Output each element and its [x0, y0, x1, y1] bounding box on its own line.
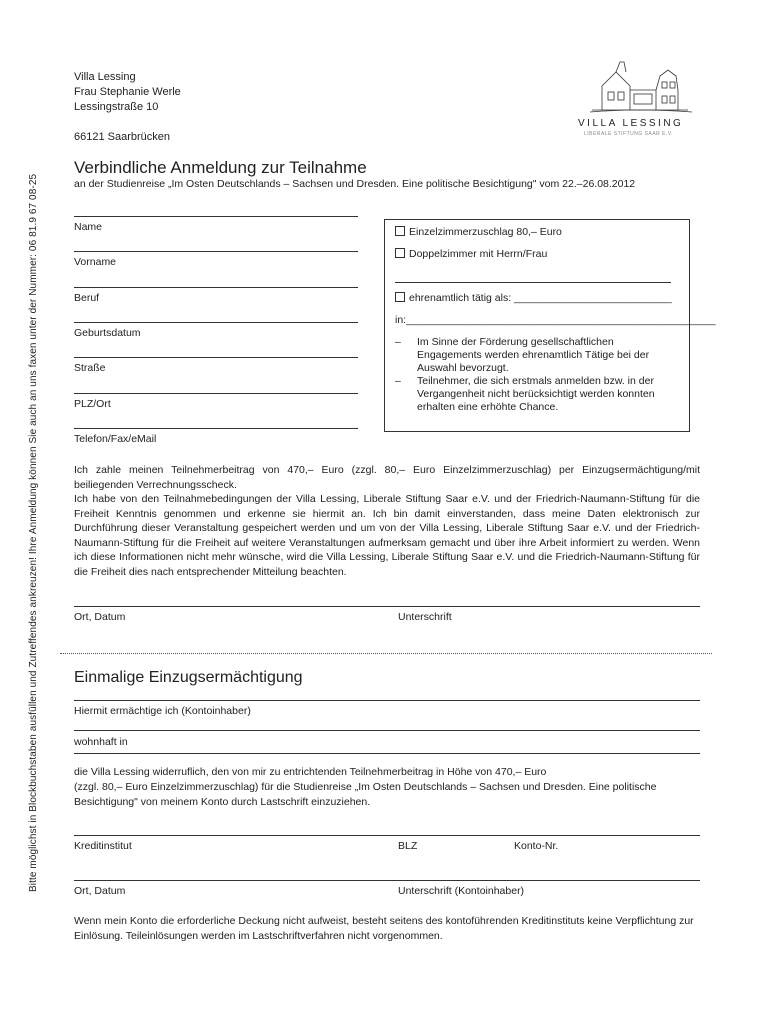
- villa-house-icon: [560, 60, 730, 116]
- contact-label: Telefon/Fax/eMail: [74, 433, 157, 445]
- signature-label: Unterschrift: [398, 611, 452, 623]
- mandate-signature-label: Unterschrift (Kontoinhaber): [398, 885, 525, 897]
- selection-notes: [395, 336, 681, 414]
- resident-line[interactable]: [74, 753, 700, 754]
- resident-label: wohnhaft in: [74, 736, 128, 748]
- account-number-label: Konto-Nr.: [514, 840, 559, 852]
- place-date-label: Ort, Datum: [74, 611, 126, 623]
- firstname-label: Vorname: [74, 256, 117, 268]
- mandate-footer-text: Wenn mein Konto die erforderliche Deckung nicht aufweist, besteht seitens des kontoführenden Kreditinstituts keine Verpflichtung zur Einlösung. Teileinlösungen werden im Lastschriftverfahren nicht vorgenommen.: [74, 915, 694, 942]
- address-line-3: Lessingstraße 10: [74, 101, 159, 113]
- double-room-option[interactable]: [395, 248, 547, 260]
- single-room-option[interactable]: [395, 226, 562, 238]
- volunteer-organisation[interactable]: in:_____________________________________________________: [395, 314, 716, 326]
- single-room-checkbox[interactable]: [395, 226, 405, 236]
- villa-lessing-logo: [560, 60, 730, 145]
- volunteer-checkbox[interactable]: [395, 292, 405, 302]
- logo-name: VILLA LESSING: [578, 118, 684, 129]
- zip-city-line[interactable]: [74, 393, 358, 394]
- consent-statement: Ich habe von den Teilnahmebedingungen der Villa Lessing, Liberale Stiftung Saar e.V. und der Friedrich-Naumann-Stiftung für die Freiheit Kenntnis genommen und erkenne sie hiermit an. Ich bin damit einverstanden, dass meine Daten elektronisch zur Durchführung dieser Veranstaltung gespeichert werden und um von der Villa Lessing, Liberale Stiftung Saar e.V. und der Friedrich-Naumann-Stiftung für die Freiheit auf weitere Veranstaltungen aufmerksam gemacht und über ihre Arbeit informiert zu werden. Wenn ich diese Informationen nicht mehr wünsche, wird die Villa Lessing, Liberale Stiftung Saar e.V. und die Friedrich-Naumann-Stiftung für die Freiheit dies nach entsprechender Mitteilung beachten.: [74, 493, 700, 578]
- address-line-2: Frau Stephanie Werle: [74, 86, 181, 98]
- mandate-text: [74, 765, 700, 810]
- profession-line[interactable]: [74, 287, 358, 288]
- mandate-top-line: [74, 700, 700, 701]
- birthdate-label: Geburtsdatum: [74, 327, 141, 339]
- address-line-1: Villa Lessing: [74, 71, 136, 83]
- sidebar-fax-note: Bitte möglichst in Blockbuchstaben ausfüllen und Zutreffendes ankreuzen! Ihre Anmeldung können Sie auch an uns faxen unter der Nummer: 06 81.9 67 08-25: [28, 173, 39, 892]
- volunteer-option[interactable]: [395, 292, 672, 304]
- double-room-checkbox[interactable]: [395, 248, 405, 258]
- mandate-title: Einmalige Einzugsermächtigung: [74, 669, 303, 686]
- blz-label: BLZ: [398, 840, 418, 852]
- payment-statement: Ich zahle meinen Teilnehmerbeitrag von 470,– Euro (zzgl. 80,– Euro Einzelzimmerzuschlag) per Einzugsermächtigung/mit beiliegenden Verrechnungsscheck.: [74, 464, 700, 491]
- name-label: Name: [74, 221, 103, 233]
- zip-city-label: PLZ/Ort: [74, 398, 111, 410]
- cut-line: [60, 653, 712, 654]
- single-room-label: Einzelzimmerzuschlag 80,– Euro: [409, 226, 562, 238]
- double-room-label: Doppelzimmer mit Herrn/Frau: [409, 248, 548, 260]
- bank-line[interactable]: [74, 835, 700, 836]
- account-holder-line[interactable]: [74, 730, 700, 731]
- note-item: – Teilnehmer, die sich erstmals anmelden bzw. in der Vergangenheit nicht berücksichtigt werden konnten erhalten eine erhöhte Chance.: [395, 375, 655, 413]
- note-item: – Im Sinne der Förderung gesellschaftlichen Engagements werden ehrenamtlich Tätige bei der Auswahl bevorzugt.: [395, 336, 650, 374]
- form-title: Verbindliche Anmeldung zur Teilnahme: [74, 158, 367, 177]
- double-room-partner-line[interactable]: [395, 282, 671, 283]
- recipient-address: [74, 70, 181, 145]
- form-subtitle: an der Studienreise „Im Osten Deutschlands – Sachsen und Dresden. Eine politische Besichtigung" vom 22.–26.08.2012: [74, 178, 636, 190]
- firstname-line[interactable]: [74, 251, 358, 252]
- street-line[interactable]: [74, 357, 358, 358]
- mandate-footer: [74, 914, 700, 944]
- street-label: Straße: [74, 362, 106, 374]
- birthdate-line[interactable]: [74, 322, 358, 323]
- account-holder-label: Hiermit ermächtige ich (Kontoinhaber): [74, 705, 251, 717]
- bank-label: Kreditinstitut: [74, 840, 132, 852]
- mandate-signature-line[interactable]: [74, 880, 700, 881]
- name-line[interactable]: [74, 216, 358, 217]
- mandate-place-date-label: Ort, Datum: [74, 885, 126, 897]
- terms-text: [74, 463, 700, 579]
- profession-label: Beruf: [74, 292, 100, 304]
- logo-tagline: LIBERALE STIFTUNG SAAR E.V.: [584, 131, 674, 137]
- signature-line[interactable]: [74, 606, 700, 607]
- mandate-text-2: (zzgl. 80,– Euro Einzelzimmerzuschlag) für die Studienreise „Im Osten Deutschlands – Sachsen und Dresden. Eine politische Besichtigung" von meinem Konto durch Lastschrift einzuziehen.: [74, 781, 657, 808]
- address-line-4: 66121 Saarbrücken: [74, 131, 171, 143]
- volunteer-label: ehrenamtlich tätig als: ___________________________: [409, 292, 672, 304]
- mandate-text-1: die Villa Lessing widerruflich, den von mir zu entrichtenden Teilnehmerbeitrag in Höhe von 470,– Euro: [74, 766, 547, 778]
- room-options-box: [384, 219, 716, 432]
- contact-line[interactable]: [74, 428, 358, 429]
